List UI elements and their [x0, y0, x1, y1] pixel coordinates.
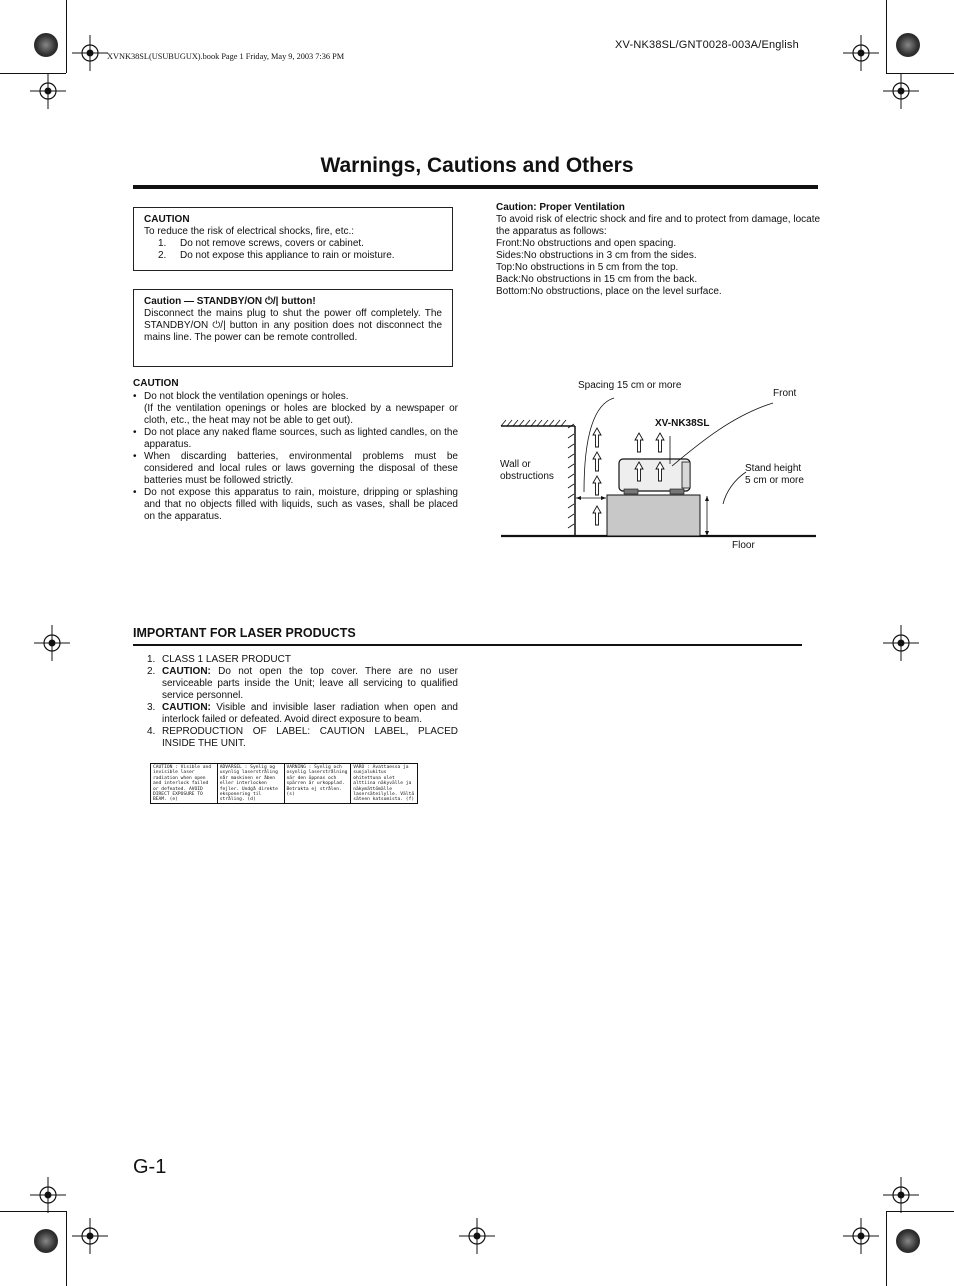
crop-mark: [886, 73, 954, 74]
floor-label: Floor: [732, 540, 755, 551]
crop-mark: [886, 1211, 887, 1286]
label-cell-finnish: VARO : Avattaessa ja suojalukitus ohitettuna olet alttiina näkyvälle ja näkymättömälle lasersäteilylle. Vältä säteen katsomista. (f): [353, 765, 415, 803]
wall-label: Wall or obstructions: [500, 459, 554, 482]
ventilation-line: Sides:No obstructions in 3 cm from the sides.: [496, 250, 697, 261]
model-label: XV-NK38SL: [655, 418, 710, 429]
registration-mark: [72, 35, 108, 71]
laser-section-heading: IMPORTANT FOR LASER PRODUCTS: [133, 626, 356, 640]
registration-mark: [72, 1218, 108, 1254]
ventilation-line: Front:No obstructions and open spacing.: [496, 238, 677, 249]
printer-disc-mark: [34, 1229, 58, 1253]
list-item: • Do not place any naked flame sources, such as lighted candles, on the apparatus.: [133, 427, 458, 450]
ventilation-section: [496, 202, 821, 298]
standby-heading: Caution — STANDBY/ON ⏻/| button!: [144, 296, 316, 307]
registration-mark: [843, 35, 879, 71]
stand-height-label: Stand height 5 cm or more: [745, 463, 804, 486]
ventilation-heading: Caution: Proper Ventilation: [496, 202, 625, 213]
laser-section-rule: [133, 644, 802, 646]
list-item: 1. Do not remove screws, covers or cabinet.: [158, 238, 364, 249]
printer-disc-mark: [896, 1229, 920, 1253]
registration-mark: [34, 625, 70, 661]
label-cell-danish: ADVARSEL : Synlig og usynlig laserstråling når maskinen er åben eller interlocken fejler. Undgå direkte eksponering til stråling. (d): [218, 764, 285, 803]
printer-disc-mark: [896, 33, 920, 57]
label-cell-english: CAUTION : Visible and invisible laser radiation when open and interlock failed or defeated. AVOID DIRECT EXPOSURE TO BEAM. (e): [151, 764, 218, 803]
model-document-code: XV-NK38SL/GNT0028-003A/English: [615, 39, 799, 51]
spacing-label: Spacing 15 cm or more: [578, 380, 682, 391]
power-standby-icon: ⏻/|: [212, 320, 226, 331]
registration-mark: [30, 73, 66, 109]
list-item: 4. REPRODUCTION OF LABEL: CAUTION LABEL, PLACED INSIDE THE UNIT.: [147, 726, 458, 749]
crop-mark: [66, 1211, 67, 1286]
list-item: 1. CLASS 1 LASER PRODUCT: [147, 654, 291, 665]
front-label: Front: [773, 388, 797, 399]
registration-mark: [883, 625, 919, 661]
list-item: (If the ventilation openings or holes are blocked by a newspaper or cloth, etc., the heat may not be able to get out).: [144, 403, 458, 426]
caution-box-electrical: [133, 207, 453, 271]
crop-mark: [886, 1211, 954, 1212]
crop-mark: [0, 1211, 66, 1212]
crop-mark: [0, 73, 66, 74]
book-file-info: XVNK38SL(USUBUGUX).book Page 1 Friday, May 9, 2003 7:36 PM: [107, 52, 345, 61]
standby-body: Disconnect the mains plug to shut the power off completely. The STANDBY/ON ⏻/| button in any position does not disconnect the mains line. The power can be remote controlled.: [144, 308, 443, 343]
caution-list: [144, 238, 442, 262]
registration-mark: [843, 1218, 879, 1254]
ventilation-line: Bottom:No obstructions, place on the level surface.: [496, 286, 722, 297]
crop-mark: [886, 0, 887, 73]
caution-heading: CAUTION: [144, 214, 190, 225]
caution-ventilation-list: [133, 378, 458, 523]
label-cell-swedish: VARNING : Synlig och osynlig laserstrålning när den öppnas och spärren är urkopplad. Betrakta ej strålen. (s): [285, 764, 352, 803]
registration-mark: [459, 1218, 495, 1254]
ventilation-diagram: [496, 376, 826, 566]
list-item: • Do not expose this apparatus to rain, moisture, dripping or splashing and that no objects filled with liquids, such as vases, shall be placed on the apparatus.: [133, 487, 458, 522]
list-item: • When discarding batteries, environmental problems must be considered and local rules or laws governing the disposal of these batteries must be followed strictly.: [133, 451, 458, 486]
caution-intro: To reduce the risk of electrical shocks, fire, etc.:: [144, 226, 355, 237]
ventilation-intro: To avoid risk of electric shock and fire and to protect from damage, locate the apparatus as follows:: [496, 214, 821, 237]
page-number: G-1: [133, 1156, 167, 1178]
list-item: 3. CAUTION: Visible and invisible laser radiation when open and interlock failed or defeated. Avoid direct exposure to beam.: [147, 702, 458, 725]
list-item: 2. CAUTION: Do not open the top cover. There are no user serviceable parts inside the Unit; leave all servicing to qualified service personnel.: [147, 666, 458, 701]
ventilation-line: Back:No obstructions in 15 cm from the back.: [496, 274, 698, 285]
caution-box-standby: [133, 289, 453, 367]
crop-mark: [66, 0, 67, 73]
registration-mark: [883, 73, 919, 109]
laser-list: [133, 654, 458, 750]
list-item: 2. Do not expose this appliance to rain or moisture.: [158, 250, 395, 261]
title-rule: [133, 185, 818, 189]
registration-mark: [30, 1177, 66, 1213]
ventilation-line: Top:No obstructions in 5 cm from the top.: [496, 262, 679, 273]
list-item: • Do not block the ventilation openings or holes.: [133, 391, 349, 402]
laser-caution-label: [150, 763, 418, 804]
caution-heading: CAUTION: [133, 378, 179, 389]
registration-mark: [883, 1177, 919, 1213]
printer-disc-mark: [34, 33, 58, 57]
power-standby-icon: ⏻/|: [264, 296, 279, 307]
page-title: Warnings, Cautions and Others: [320, 154, 634, 177]
